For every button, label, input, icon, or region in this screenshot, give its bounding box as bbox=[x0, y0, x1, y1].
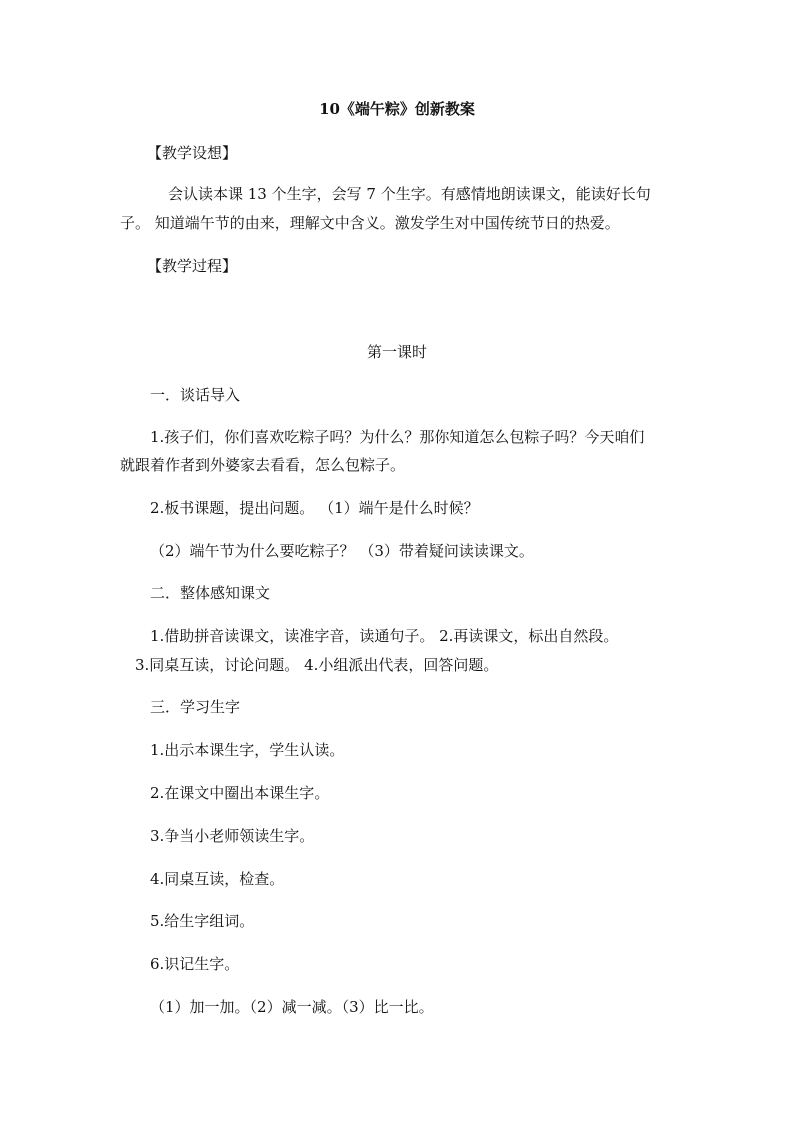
section-1-item-2: 2.板书课题，提出问题。 （1）端午是什么时候？ bbox=[150, 499, 479, 517]
design-heading: 【教学设想】 bbox=[147, 144, 238, 162]
section-1-item-1-line-2: 就跟着作者到外婆家去看看，怎么包粽子。 bbox=[120, 456, 406, 474]
section-3-item-5: 5.给生字组词。 bbox=[150, 912, 255, 930]
section-3-heading: 三．学习生字 bbox=[150, 698, 241, 716]
section-2-line-1: 1.借助拼音读课文，读准字音，读通句子。 2.再读课文，标出自然段。 bbox=[150, 627, 619, 645]
section-2-line-2: 3.同桌互读，讨论问题。 4.小组派出代表，回答问题。 bbox=[135, 656, 499, 674]
section-1-item-1-line-1: 1.孩子们，你们喜欢吃粽子吗？为什么？那你知道怎么包粽子吗？今天咱们 bbox=[150, 428, 645, 446]
design-paragraph-line-2: 子。 知道端午节的由来，理解文中含义。激发学生对中国传统节日的热爱。 bbox=[120, 214, 620, 232]
section-3-item-6-subitems: （1）加一加。（2）减一减。（3）比一比。 bbox=[150, 998, 434, 1016]
lesson-title: 第一课时 bbox=[366, 343, 427, 361]
design-paragraph-line-1: 会认读本课 13 个生字，会写 7 个生字。有感情地朗读课文，能读好长句 bbox=[168, 185, 651, 203]
section-3-item-4: 4.同桌互读，检查。 bbox=[150, 870, 285, 888]
section-1-item-2-continued: （2）端午节为什么要吃粽子？ （3）带着疑问读读课文。 bbox=[150, 542, 534, 560]
document-title: 10《端午粽》创新教案 bbox=[319, 100, 475, 118]
section-3-item-6: 6.识记生字。 bbox=[150, 955, 240, 973]
section-3-item-1: 1.出示本课生字，学生认读。 bbox=[150, 741, 345, 759]
section-3-item-3: 3.争当小老师领读生字。 bbox=[150, 827, 315, 845]
process-heading: 【教学过程】 bbox=[147, 257, 238, 275]
section-2-heading: 二．整体感知课文 bbox=[150, 584, 271, 602]
section-3-item-2: 2.在课文中圈出本课生字。 bbox=[150, 784, 330, 802]
section-1-heading: 一．谈话导入 bbox=[150, 386, 241, 404]
